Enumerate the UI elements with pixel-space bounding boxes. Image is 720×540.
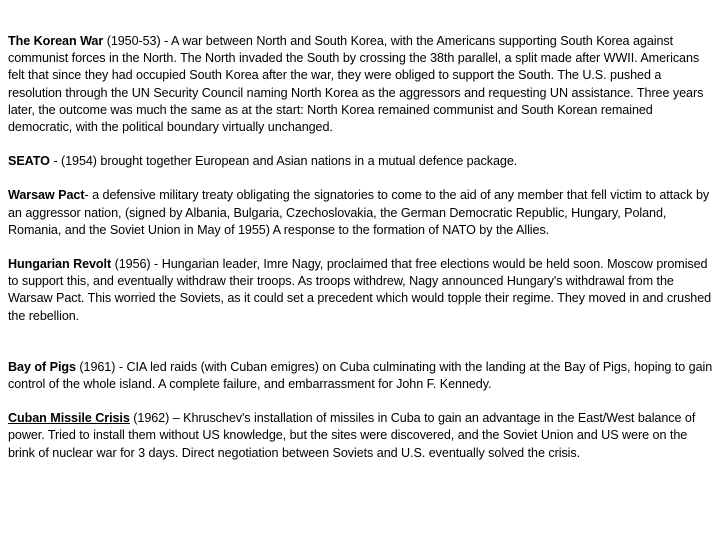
body-seato: - (1954) brought together European and Asian nations in a mutual defence package. bbox=[49, 154, 518, 169]
body-korean-war: (1950-53) - A war between North and South Korea, with the Americans supporting South Korea against communist forces in the North. The North invaded the South by crossing the 38th parallel, a split made after WWII. Americans felt that since they had occupied South Korea after the war, they were obliged to support the South. The U.S. pushed a resolution through the UN Security Council naming North Korea as the aggressors and requesting UN assistance. Three years later, the outcome was much the same as at the start: North Korea remained communist and South Korean remained democratic, with the political boundary virtually unchanged. bbox=[8, 34, 704, 135]
paragraph-bay-of-pigs bbox=[8, 359, 713, 393]
paragraph-seato bbox=[8, 153, 713, 170]
paragraph-hungarian-revolt bbox=[8, 256, 713, 325]
term-bay-of-pigs: Bay of Pigs bbox=[8, 359, 76, 374]
paragraph-spacer bbox=[8, 393, 713, 410]
paragraph-spacer bbox=[8, 170, 713, 187]
paragraph-spacer bbox=[8, 239, 713, 256]
body-hungarian-revolt: (1956) - Hungarian leader, Imre Nagy, proclaimed that free elections would be held soon. Moscow promised to support this, and eventually withdraw their troops. As troops withdrew, Nagy announced Hungary's withdrawal from the Warsaw Pact. This worried the Soviets, as it could set a precedent which would topple their regime. They moved in and crushed the rebellion. bbox=[8, 257, 712, 323]
term-warsaw-pact: Warsaw Pact bbox=[8, 188, 85, 203]
term-hungarian-revolt: Hungarian Revolt bbox=[8, 257, 112, 272]
term-cuban-missile-crisis: Cuban Missile Crisis bbox=[8, 411, 130, 426]
paragraph-warsaw-pact bbox=[8, 187, 713, 239]
body-bay-of-pigs: (1961) - CIA led raids (with Cuban emigres) on Cuba culminating with the landing at the Bay of Pigs, hoping to gain control of the whole island. A complete failure, and embarrassment for John F. Kennedy. bbox=[8, 359, 713, 392]
paragraph-korean-war bbox=[8, 33, 713, 136]
paragraph-cuban-missile-crisis bbox=[8, 410, 713, 462]
body-warsaw-pact: - a defensive military treaty obligating the signatories to come to the aid of any member that fell victim to attack by an aggressor nation, (signed by Albania, Bulgaria, Czechoslovakia, the German Democratic Republic, Hungary, Poland, Romania, and the Soviet Union in May of 1955) A response to the formation of NATO by the Allies. bbox=[8, 188, 710, 237]
body-cuban-missile-crisis: (1962) – Khruschev's installation of missiles in Cuba to gain an advantage in the East/West balance of power. Tried to install them without US knowledge, but the sites were discovered, and the Soviet Union and US were on the brink of nuclear war for 3 days. Direct negotiation between Soviets and U.S. eventually solved the crisis. bbox=[8, 411, 696, 460]
paragraph-spacer bbox=[8, 136, 713, 153]
paragraph-spacer-large bbox=[8, 325, 713, 359]
term-seato: SEATO bbox=[8, 154, 50, 169]
term-korean-war: The Korean War bbox=[8, 34, 104, 48]
